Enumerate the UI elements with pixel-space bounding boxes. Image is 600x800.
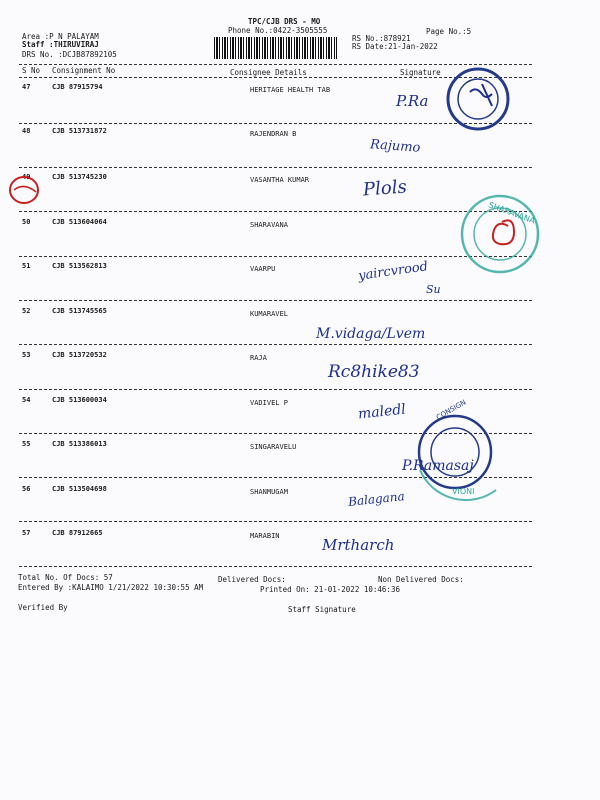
row-consignment: CJB 513604064 [52, 218, 107, 226]
row-consignment: CJB 513745230 [52, 173, 107, 181]
row-consignment: CJB 87912665 [52, 529, 103, 537]
drs-number: DRS No. :DCJB87892105 [22, 50, 117, 59]
row-sno: 56 [22, 485, 31, 493]
row-consignee: VASANTHA KUMAR [250, 176, 310, 184]
document-title: TPC/CJB DRS - MO [248, 17, 321, 26]
signature-49: Plols [362, 176, 408, 201]
signature-48: Rajumo [369, 137, 421, 156]
signature-51b: Su [426, 283, 441, 296]
col-consignee: Consignee Details [230, 68, 307, 77]
svg-text:SHARAVANA: SHARAVANA [487, 200, 537, 226]
row-consignment: CJB 513600034 [52, 396, 107, 404]
row-sno: 52 [22, 307, 31, 315]
row-sno: 47 [22, 83, 31, 91]
signature-52: M.vidaga/Lvem [316, 326, 426, 342]
row-consignee: HERITAGE HEALTH TAB [250, 86, 331, 94]
row-sno: 50 [22, 218, 31, 226]
row-sno: 51 [22, 262, 31, 270]
signature-57: Mrtharch [322, 536, 395, 554]
signature-47: P.Ra [396, 92, 429, 110]
row-consignee: VAARPU [250, 265, 276, 273]
row-consignment: CJB 513504698 [52, 485, 107, 493]
row-sno: 57 [22, 529, 31, 537]
row-consignment: CJB 87915794 [52, 83, 103, 91]
col-signature: Signature [400, 68, 441, 77]
svg-text:VIONI: VIONI [452, 487, 475, 496]
signature-51: yaircvrood [357, 259, 429, 284]
col-consignment: Consignment No [52, 66, 116, 75]
row-sno: 55 [22, 440, 31, 448]
printed-on: Printed On: 21-01-2022 10:46:36 [260, 585, 400, 594]
row-sno: 53 [22, 351, 31, 359]
row-sno: 49 [22, 173, 31, 181]
sharavana-stamp [462, 196, 538, 272]
page-number: Page No.:5 [426, 27, 472, 36]
signature-56: Balagana [347, 489, 406, 509]
signature-53: Rc8hike83 [328, 362, 420, 382]
staff-label: Staff :THIRUVIRAJ [22, 40, 99, 49]
rs-number: RS No.:878921 [352, 34, 411, 43]
non-delivered-docs: Non Delivered Docs: [378, 575, 464, 584]
staff-signature: Staff Signature [288, 605, 356, 614]
phone-number: Phone No.:0422-3505555 [228, 26, 328, 35]
row-sno: 54 [22, 396, 31, 404]
heritage-stamp [448, 69, 508, 129]
row-consignee: MARABIN [250, 532, 280, 540]
entered-by: Entered By :KALAIMO 1/21/2022 10:30:55 AM [18, 583, 204, 592]
rs-date: RS Date:21-Jan-2022 [352, 42, 438, 51]
row-consignment: CJB 513720532 [52, 351, 107, 359]
signature-55: P.Ramasaj [402, 458, 474, 474]
svg-text:CONSIGN: CONSIGN [435, 398, 468, 422]
area-label: Area :P N PALAYAM [22, 32, 99, 41]
delivery-stamp [419, 398, 491, 488]
row-consignee: RAJA [250, 354, 267, 362]
row-consignee: SHARAVANA [250, 221, 288, 229]
row-consignment: CJB 513731872 [52, 127, 107, 135]
row-consignee: KUMARAVEL [250, 310, 288, 318]
delivered-docs: Delivered Docs: [218, 575, 286, 584]
row-consignee: VADIVEL P [250, 399, 288, 407]
signature-54: maledl [357, 401, 407, 423]
row-consignment: CJB 513745565 [52, 307, 107, 315]
total-docs: Total No. Of Docs: 57 [18, 573, 113, 582]
row-consignment: CJB 513562813 [52, 262, 107, 270]
col-sno: S No [22, 66, 41, 75]
row-consignee: SHANMUGAM [250, 488, 288, 496]
red-circle-mark [10, 177, 38, 203]
row-consignment: CJB 513386013 [52, 440, 107, 448]
row-sno: 48 [22, 127, 31, 135]
verified-by: Verified By [18, 603, 68, 612]
row-consignee: SINGARAVELU [250, 443, 297, 451]
row-consignee: RAJENDRAN B [250, 130, 297, 138]
